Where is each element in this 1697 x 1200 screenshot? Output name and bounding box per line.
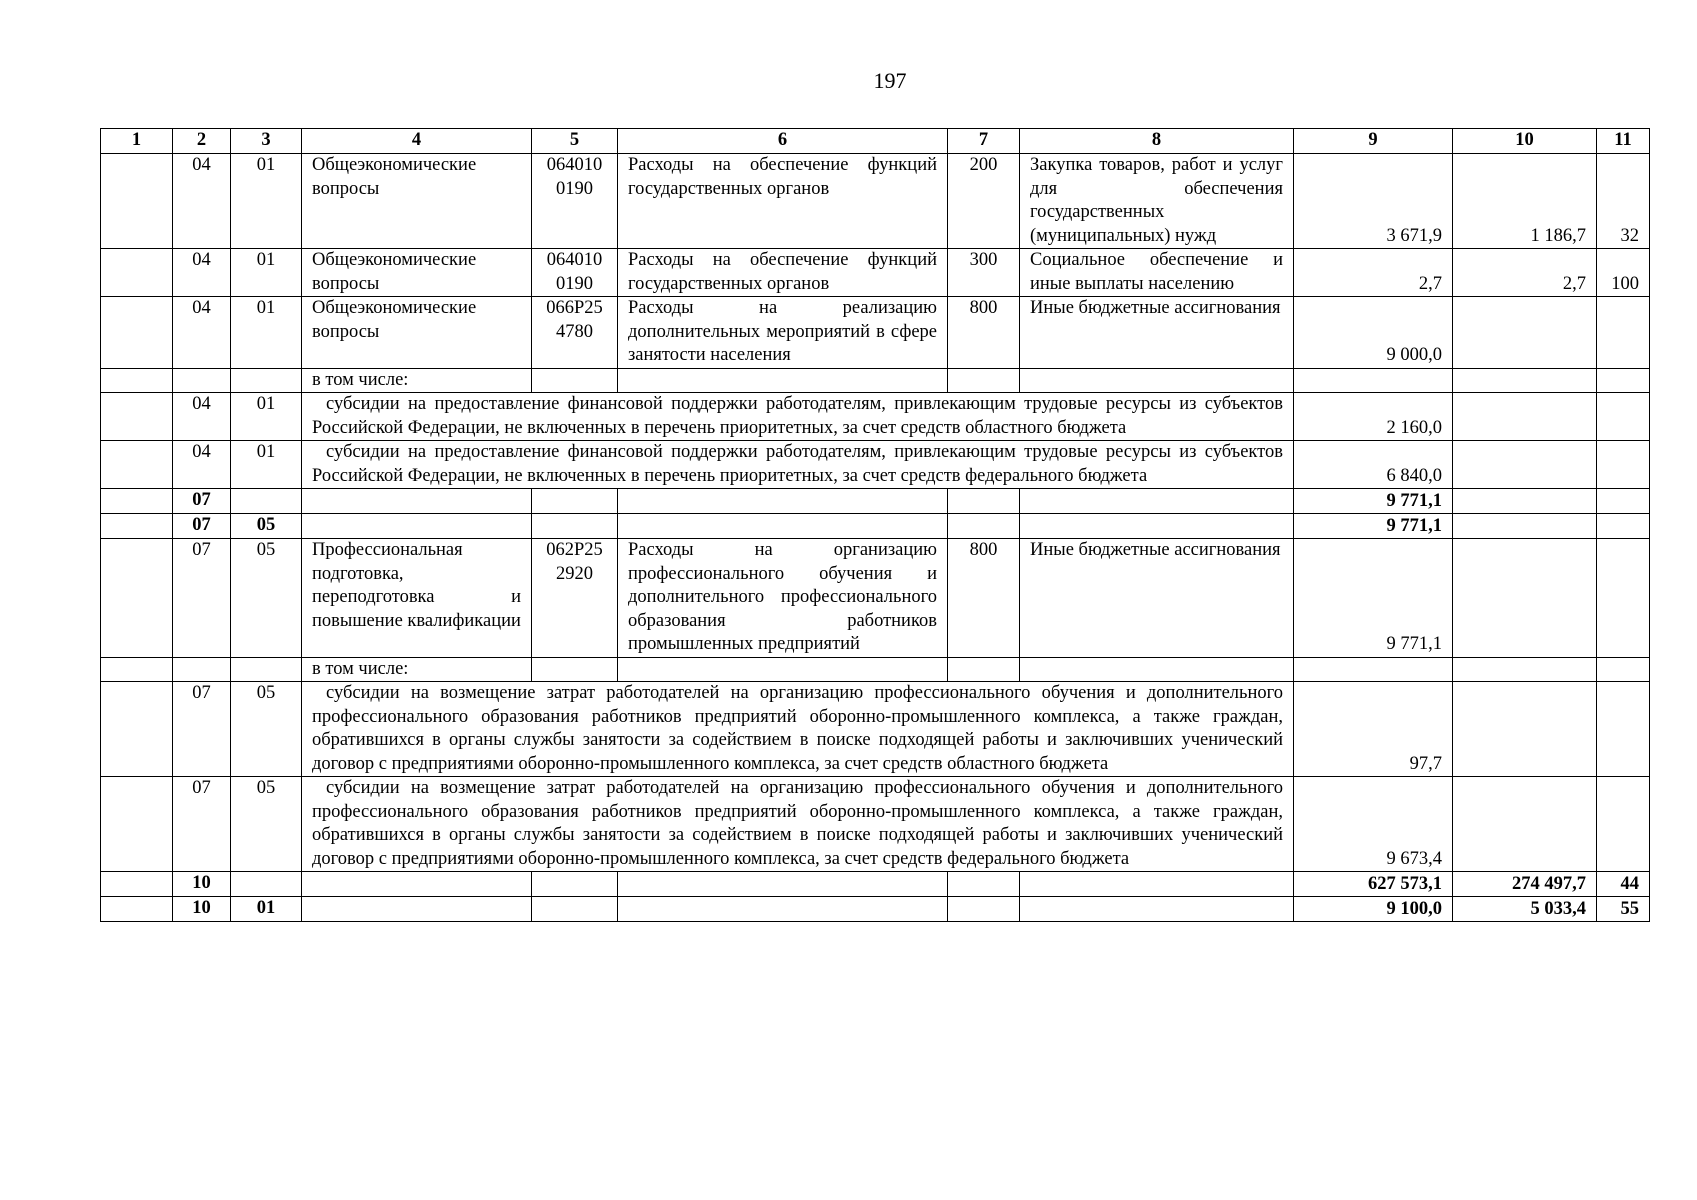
cell-section: 04 [173,441,231,489]
cell-subsidy-description: субсидии на предоставление финансовой поддержки работодателям, привлекающим трудовые ресурсы из субъектов Российской Федерации, не включенных в перечень приоритетных, за счет средств федерального бюджета [302,441,1294,489]
cell-plan-amount: 9 000,0 [1294,297,1453,369]
table-row [101,777,1650,872]
cell-target-code: 066P25 4780 [532,297,618,369]
cell-empty [532,872,618,897]
cell-empty [101,682,173,777]
table-body [101,129,1650,922]
cell-percent [1597,539,1650,658]
cell-subsection-name: Общеэкономические вопросы [302,154,532,249]
cell-target-code: 062P25 2920 [532,539,618,658]
cell-subsection-name: Общеэкономические вопросы [302,249,532,297]
cell-section: 04 [173,297,231,369]
cell-empty [1453,657,1597,682]
header-cell: 10 [1453,129,1597,154]
cell-empty [1020,368,1294,393]
cell-target-code: 064010 0190 [532,154,618,249]
cell-empty [1453,368,1597,393]
cell-actual-amount: 5 033,4 [1453,897,1597,922]
cell-plan-amount: 97,7 [1294,682,1453,777]
cell-percent: 32 [1597,154,1650,249]
header-cell: 5 [532,129,618,154]
cell-empty [532,514,618,539]
cell-actual-amount [1453,539,1597,658]
cell-expense-type-code: 800 [948,539,1020,658]
table-row [101,249,1650,297]
cell-actual-amount [1453,777,1597,872]
cell-expense-type-name: Закупка товаров, работ и услуг для обеспечения государственных (муниципальных) нужд [1020,154,1294,249]
cell-section: 10 [173,897,231,922]
cell-percent [1597,489,1650,514]
cell-empty [231,657,302,682]
cell-empty [302,872,532,897]
header-cell: 4 [302,129,532,154]
cell-actual-amount [1453,393,1597,441]
table-row [101,897,1650,922]
cell-percent [1597,514,1650,539]
cell-expense-type-code: 800 [948,297,1020,369]
cell-empty [948,489,1020,514]
cell-empty [532,897,618,922]
table-row [101,872,1650,897]
cell-empty [101,489,173,514]
cell-empty [1597,368,1650,393]
cell-plan-amount: 6 840,0 [1294,441,1453,489]
cell-actual-amount [1453,514,1597,539]
cell-empty [302,489,532,514]
cell-empty [101,539,173,658]
cell-empty [618,489,948,514]
cell-empty [173,368,231,393]
cell-empty [532,489,618,514]
table-row [101,297,1650,369]
cell-including-label: в том числе: [302,368,532,393]
cell-plan-amount: 9 771,1 [1294,514,1453,539]
cell-percent [1597,777,1650,872]
cell-subsection [231,872,302,897]
cell-empty [1597,657,1650,682]
cell-section: 07 [173,489,231,514]
cell-section: 07 [173,539,231,658]
cell-empty [101,441,173,489]
cell-empty [101,249,173,297]
table-row [101,154,1650,249]
table-row [101,514,1650,539]
budget-table [100,128,1650,922]
cell-expense-type-name: Иные бюджетные ассигнования [1020,297,1294,369]
cell-target-code: 064010 0190 [532,249,618,297]
cell-expense-name: Расходы на реализацию дополнительных мероприятий в сфере занятости населения [618,297,948,369]
cell-expense-type-name: Иные бюджетные ассигнования [1020,539,1294,658]
cell-empty [101,297,173,369]
cell-empty [101,657,173,682]
cell-empty [948,514,1020,539]
cell-plan-amount: 2 160,0 [1294,393,1453,441]
cell-section: 10 [173,872,231,897]
cell-percent: 55 [1597,897,1650,922]
cell-expense-name: Расходы на обеспечение функций государственных органов [618,154,948,249]
cell-empty [302,514,532,539]
table-header-row [101,129,1650,154]
cell-empty [231,368,302,393]
cell-empty [1020,514,1294,539]
cell-empty [1020,489,1294,514]
table-row [101,393,1650,441]
cell-empty [101,777,173,872]
cell-empty [618,657,948,682]
cell-percent [1597,297,1650,369]
cell-subsection [231,489,302,514]
cell-empty [618,514,948,539]
cell-subsection: 05 [231,514,302,539]
header-cell: 9 [1294,129,1453,154]
cell-expense-type-code: 200 [948,154,1020,249]
cell-empty [101,393,173,441]
cell-empty [1020,657,1294,682]
cell-plan-amount: 9 673,4 [1294,777,1453,872]
cell-empty [948,897,1020,922]
table-row [101,682,1650,777]
cell-section: 04 [173,393,231,441]
cell-empty [532,368,618,393]
cell-plan-amount: 2,7 [1294,249,1453,297]
cell-empty [101,154,173,249]
cell-percent [1597,682,1650,777]
cell-section: 04 [173,249,231,297]
cell-subsection: 05 [231,777,302,872]
cell-plan-amount: 3 671,9 [1294,154,1453,249]
cell-empty [101,514,173,539]
cell-subsection: 01 [231,393,302,441]
cell-subsidy-description: субсидии на возмещение затрат работодателей на организацию профессионального обучения и дополнительного профессионального образования работников предприятий оборонно-промышленного комплекса, а также граждан, обратившихся в органы службы занятости за содействием в поиске подходящей работы и заключивших ученический договор с предприятиями оборонно-промышленного комплекса, за счет средств областного бюджета [302,682,1294,777]
header-cell: 8 [1020,129,1294,154]
cell-percent: 44 [1597,872,1650,897]
cell-empty [1294,657,1453,682]
table-row [101,657,1650,682]
cell-empty [532,657,618,682]
header-cell: 1 [101,129,173,154]
header-cell: 11 [1597,129,1650,154]
cell-empty [1294,368,1453,393]
cell-subsidy-description: субсидии на предоставление финансовой поддержки работодателям, привлекающим трудовые ресурсы из субъектов Российской Федерации, не включенных в перечень приоритетных, за счет средств областного бюджета [302,393,1294,441]
cell-actual-amount: 1 186,7 [1453,154,1597,249]
cell-empty [1020,897,1294,922]
cell-percent [1597,393,1650,441]
cell-empty [948,657,1020,682]
cell-empty [618,897,948,922]
cell-actual-amount: 2,7 [1453,249,1597,297]
cell-expense-type-name: Социальное обеспечение и иные выплаты населению [1020,249,1294,297]
header-cell: 7 [948,129,1020,154]
cell-actual-amount [1453,489,1597,514]
cell-percent: 100 [1597,249,1650,297]
cell-subsidy-description: субсидии на возмещение затрат работодателей на организацию профессионального обучения и дополнительного профессионального образования работников предприятий оборонно-промышленного комплекса, а также граждан, обратившихся в органы службы занятости за содействием в поиске подходящей работы и заключивших ученический договор с предприятиями оборонно-промышленного комплекса, за счет средств федерального бюджета [302,777,1294,872]
cell-subsection: 01 [231,249,302,297]
cell-actual-amount [1453,297,1597,369]
cell-section: 04 [173,154,231,249]
cell-expense-type-code: 300 [948,249,1020,297]
header-cell: 3 [231,129,302,154]
cell-including-label: в том числе: [302,657,532,682]
cell-empty [101,897,173,922]
header-cell: 6 [618,129,948,154]
cell-expense-name: Расходы на организацию профессионального обучения и дополнительного профессионального образования работников промышленных предприятий [618,539,948,658]
cell-actual-amount [1453,682,1597,777]
cell-subsection: 05 [231,682,302,777]
cell-subsection-name: Профессиональная подготовка, переподготовка и повышение квалификации [302,539,532,658]
cell-subsection: 01 [231,297,302,369]
cell-plan-amount: 627 573,1 [1294,872,1453,897]
cell-empty [173,657,231,682]
cell-subsection: 01 [231,441,302,489]
cell-plan-amount: 9 100,0 [1294,897,1453,922]
cell-percent [1597,441,1650,489]
cell-subsection: 01 [231,154,302,249]
cell-empty [618,872,948,897]
table-row [101,489,1650,514]
cell-empty [101,872,173,897]
header-cell: 2 [173,129,231,154]
cell-empty [618,368,948,393]
cell-expense-name: Расходы на обеспечение функций государственных органов [618,249,948,297]
cell-plan-amount: 9 771,1 [1294,489,1453,514]
cell-subsection: 01 [231,897,302,922]
cell-section: 07 [173,682,231,777]
cell-actual-amount: 274 497,7 [1453,872,1597,897]
cell-section: 07 [173,514,231,539]
cell-empty [948,872,1020,897]
cell-empty [302,897,532,922]
cell-subsection-name: Общеэкономические вопросы [302,297,532,369]
table-row [101,539,1650,658]
cell-empty [101,368,173,393]
cell-empty [948,368,1020,393]
page-number: 197 [873,68,907,93]
cell-subsection: 05 [231,539,302,658]
cell-plan-amount: 9 771,1 [1294,539,1453,658]
table-row [101,441,1650,489]
cell-actual-amount [1453,441,1597,489]
cell-section: 07 [173,777,231,872]
cell-empty [1020,872,1294,897]
table-row [101,368,1650,393]
